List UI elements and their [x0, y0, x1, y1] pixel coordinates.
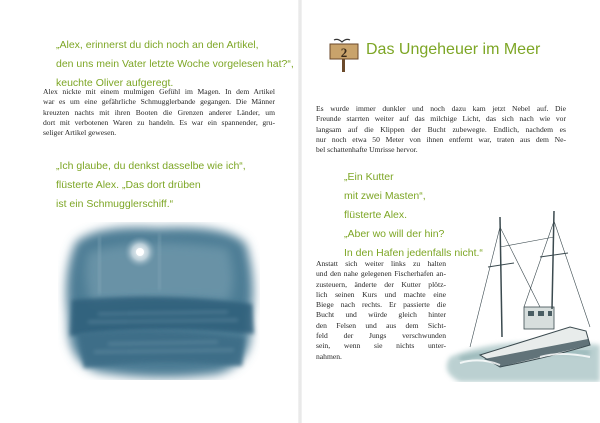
quote-line: „Aber wo will der hin? [344, 228, 445, 240]
quote-line: „Ein Kutter [344, 171, 394, 183]
paragraph-line: nahmen. [316, 351, 342, 361]
quote-line: keuchte Oliver aufgeregt. [56, 77, 174, 89]
paragraph-line: Anstatt sich weiter links zu halten [316, 259, 446, 268]
paragraph-line: feld der Jungs verschwunden [316, 331, 446, 341]
quote-line: flüsterte Alex. „Das dort drüben [56, 179, 201, 191]
left-paragraph [43, 87, 275, 138]
paragraph-line: Bucht und würde gleich hinter [316, 310, 446, 320]
paragraph-line: Freunde starrten weiter auf das milchige Licht, das sich nach wie vor [316, 114, 566, 124]
quote-line: „Alex, erinnerst du dich noch an den Artikel, [56, 39, 259, 51]
right-paragraph [316, 104, 566, 155]
paragraph-line: dort mit verbotenen Waren zu handeln. Es war ein spannender, gru- [43, 117, 275, 127]
quote-line: In den Hafen jedenfalls nicht.“ [344, 247, 483, 259]
paragraph-line: langsam auf die Klippen der Bucht zubewegte. Endlich, nachdem es [316, 124, 566, 134]
paragraph-line: lich seinen Kurs und machte eine [316, 289, 446, 299]
paragraph-line: Biege nach rechts. Er passierte die [316, 300, 446, 310]
paragraph-line: sein, wenn sie nichts unter- [316, 341, 446, 351]
paragraph-line: kreuzten nachts mit ihren Booten die Grenzen anderer Länder, um [43, 107, 275, 117]
paragraph-line: und den nahe gelegenen Fischerhafen an- [316, 269, 446, 279]
narrow-paragraph [316, 259, 446, 362]
fishing-cutter-illustration [440, 207, 600, 382]
night-sea-illustration [58, 222, 260, 380]
paragraph-line: den Felsen und aus dem Sicht- [316, 320, 446, 330]
quote-line: flüsterte Alex. [344, 209, 408, 221]
quote-mid [56, 157, 246, 214]
paragraph-line: seliger Artikel gewesen. [43, 128, 117, 138]
paragraph-line: bel schattenhafte Umrisse hervor. [316, 145, 418, 155]
chapter-title: Das Ungeheuer im Meer [366, 41, 541, 58]
quote-line: „Ich glaube, du denkst dasselbe wie ich“, [56, 160, 246, 172]
quote-line: mit zwei Masten“, [344, 190, 426, 202]
quote-top [56, 36, 294, 93]
quote-line: ist ein Schmugglerschiff.“ [56, 198, 174, 210]
paragraph-line: Alex nickte mit einem mulmigen Gefühl im Magen. In dem Artikel [43, 87, 275, 96]
paragraph-line: Es wurde immer dunkler und noch dazu kam jetzt Nebel auf. Die [316, 104, 566, 113]
chapter-number: 2 [340, 45, 348, 60]
quote-line: den uns mein Vater letzte Woche vorgelesen hat?“, [56, 58, 294, 70]
paragraph-line: nur noch etwa 50 Meter von ihnen entfernt war, traten aus dem Ne- [316, 134, 566, 144]
signpost-icon [328, 38, 360, 72]
paragraph-line: war es um eine gefährliche Schmugglerbande gegangen. Die Männer [43, 97, 275, 107]
paragraph-line: zusteuern, änderte der Kutter plötz- [316, 279, 446, 289]
